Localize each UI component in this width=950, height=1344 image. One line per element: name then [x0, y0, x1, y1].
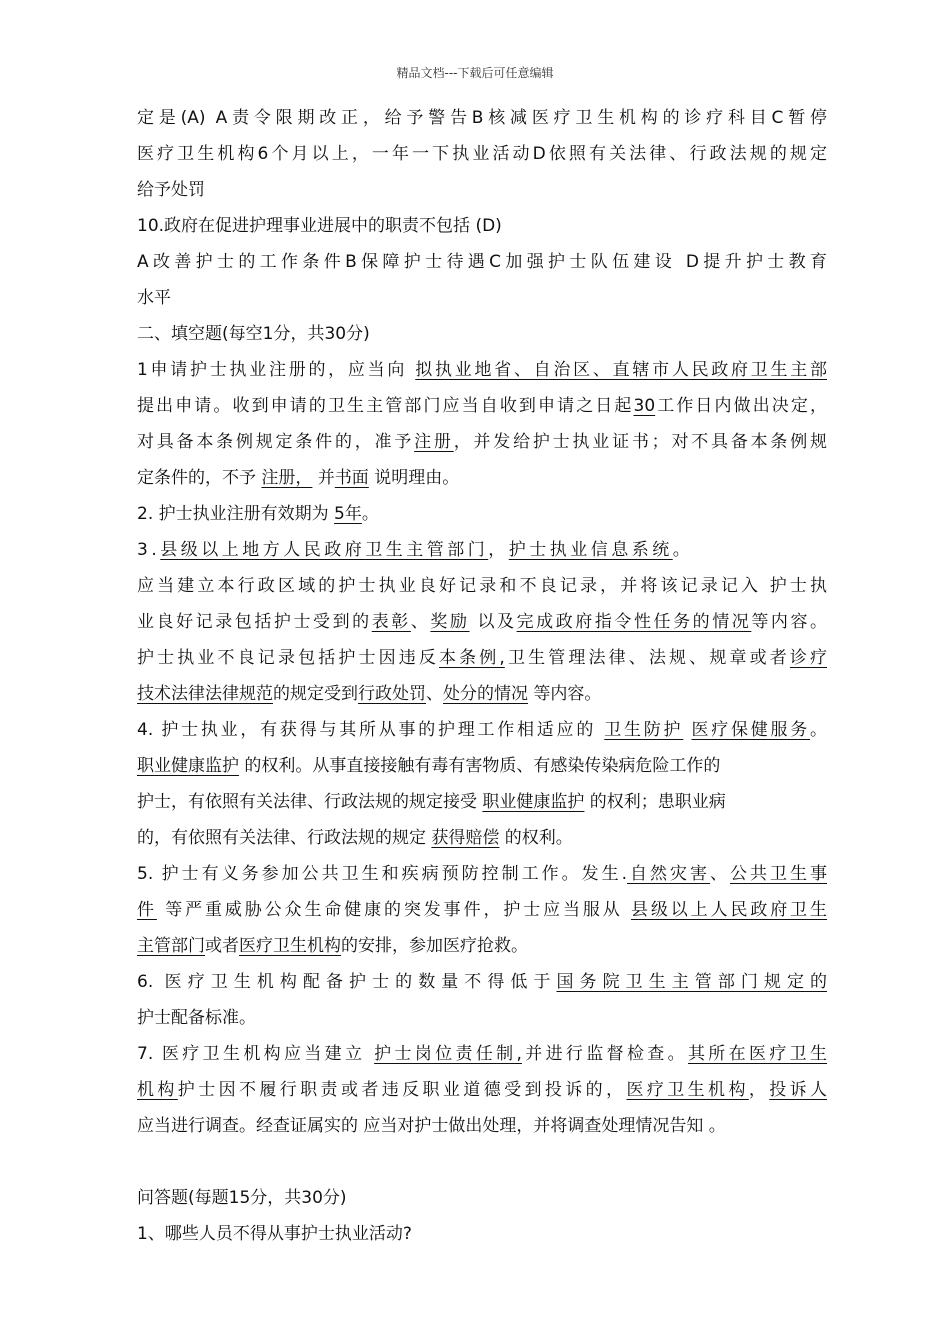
q9-line-2: 医疗卫生机构6个月以上，一年一下执业活动D依照有关法律、行政法规的规定: [137, 144, 827, 164]
q10-stem: 10.政府在促进护理事业进展中的职责不包括 (D): [137, 216, 502, 236]
fill-4-line-4: 的，有依照有关法律、行政法规的规定 获得赔偿 的权利。: [137, 828, 573, 848]
fill-1-line-1: 1申请护士执业注册的，应当向 拟执业地省、自治区、直辖市人民政府卫生主部: [137, 360, 827, 380]
blank-answer: 5年: [334, 504, 362, 524]
fill-5-line-1: 5. 护士有义务参加公共卫生和疾病预防控制工作。发生.自然灾害、公共卫生事: [137, 864, 828, 884]
fill-7-line-1: 7. 医疗卫生机构应当建立 护士岗位责任制,并进行监督检查。其所在医疗卫生: [137, 1044, 828, 1064]
blank-answer: 机构: [137, 1080, 178, 1100]
qa-question-1: 1、哪些人员不得从事护士执业活动?: [137, 1224, 412, 1244]
fill-1-line-3: 对具备本条例规定条件的，准予注册，并发给护士执业证书；对不具备本条例规: [137, 432, 828, 452]
blank-answer: 技术法律法律规范: [137, 684, 273, 704]
blank-answer: 注册: [414, 432, 454, 452]
blank-answer: 处分的情况: [443, 684, 528, 704]
blank-answer: 30: [633, 396, 656, 416]
fill-3-line-1: 3.县级以上地方人民政府卫生主管部门，护士执业信息系统。: [137, 540, 694, 560]
fill-2-line-1: 2. 护士执业注册有效期为 5年。: [137, 504, 379, 524]
fill-7-line-2: 机构护士因不履行职责或者违反职业道德受到投诉的，医疗卫生机构，投诉人: [137, 1080, 828, 1100]
blank-answer: 诊疗: [789, 648, 828, 668]
blank-answer: 书面: [334, 468, 369, 488]
fill-5-line-2: 件 等严重威胁公众生命健康的突发事件，护士应当服从 县级以上人民政府卫生: [137, 900, 828, 920]
q9-line-3: 给予处罚: [137, 180, 205, 200]
blank-answer: 护士岗位责任制,: [374, 1044, 522, 1064]
blank-answer: 获得赔偿: [431, 828, 500, 848]
fill-7-line-3: 应当进行调查。经查证属实的 应当对护士做出处理，并将调查处理情况告知 。: [137, 1116, 726, 1136]
fill-3-line-3: 业良好记录包括护士受到的表彰、奖励 以及完成政府指令性任务的情况等内容。: [137, 612, 828, 632]
blank-answer: 护士执业信息系统: [508, 540, 673, 560]
blank-answer: 注册，: [261, 468, 313, 488]
blank-answer: 卫生防护: [604, 720, 684, 740]
blank-answer: 县级以上人民政府卫生: [631, 900, 828, 920]
blank-answer: 医疗卫生机构: [626, 1080, 749, 1100]
blank-answer: 医疗保健服务: [691, 720, 811, 740]
blank-answer: 职业健康监护: [482, 792, 585, 812]
fill-6-line-2: 护士配备标准。: [137, 1008, 256, 1028]
fill-3-line-5: 技术法律法律规范的规定受到行政处罚、处分的情况 等内容。: [137, 684, 602, 704]
fill-5-line-3: 主管部门或者医疗卫生机构的安排，参加医疗抢救。: [137, 936, 528, 956]
fill-4-line-1: 4. 护士执业，有获得与其所从事的护理工作相适应的 卫生防护 医疗保健服务。: [137, 720, 828, 740]
fill-1-line-2: 提出申请。收到申请的卫生主管部门应当自收到申请之日起30工作日内做出决定，: [137, 396, 828, 416]
document-body: [137, 100, 827, 1252]
section-qa-title: 问答题(每题15分，共30分): [137, 1188, 347, 1208]
blank-answer: 职业健康监护: [137, 756, 239, 776]
page-header: 精品文档---下载后可任意编辑: [396, 66, 554, 80]
blank-answer: 奖励: [430, 612, 470, 632]
section-fill-blank-title: 二、填空题(每空1分，共30分): [137, 324, 370, 344]
blank-answer: 完成政府指令性任务的情况: [516, 612, 752, 632]
blank-answer: 拟执业地省、自治区、直辖市人民政府卫生主部: [415, 360, 827, 380]
blank-answer: 自然灾害: [627, 864, 711, 884]
fill-3-line-4: 护士执业不良记录包括护士因违反本条例,卫生管理法律、法规、规章或者诊疗: [137, 648, 828, 668]
fill-6-line-1: 6. 医疗卫生机构配备护士的数量不得低于国务院卫生主管部门规定的: [137, 972, 828, 992]
q10-options: A改善护士的工作条件B保障护士待遇C加强护士队伍建设 D提升护士教育: [137, 252, 827, 272]
blank-answer: 投诉人: [769, 1080, 828, 1100]
blank-answer: 主管部门: [137, 936, 205, 956]
q9-line-1: 定是(A) A责令限期改正，给予警告B核减医疗卫生机构的诊疗科目C暂停: [137, 108, 827, 128]
blank-answer: 其所在医疗卫生: [687, 1044, 828, 1064]
q10-options-tail: 水平: [137, 288, 171, 308]
fill-3-line-2: 应当建立本行政区域的护士执业良好记录和不良记录，并将该记录记入 护士执: [137, 576, 827, 596]
fill-4-line-2: 职业健康监护 的权利。从事直接接触有毒有害物质、有感染传染病危险工作的: [137, 756, 721, 776]
fill-1-line-4: 定条件的，不予 注册， 并书面 说明理由。: [137, 468, 460, 488]
fill-4-line-3: 护士，有依照有关法律、行政法规的规定接受 职业健康监护 的权利；患职业病: [137, 792, 726, 812]
blank-answer: 医疗卫生机构: [239, 936, 341, 956]
blank-answer: 本条例,: [439, 648, 505, 668]
blank-answer: 国务院卫生主管部门规定的: [556, 972, 828, 992]
blank-answer: 公共卫生事: [730, 864, 828, 884]
blank-answer: 行政处罚: [358, 684, 426, 704]
blank-answer: 件: [137, 900, 157, 920]
blank-answer: 县级以上地方人民政府卫生主管部门: [160, 540, 489, 560]
blank-answer: 表彰: [371, 612, 411, 632]
